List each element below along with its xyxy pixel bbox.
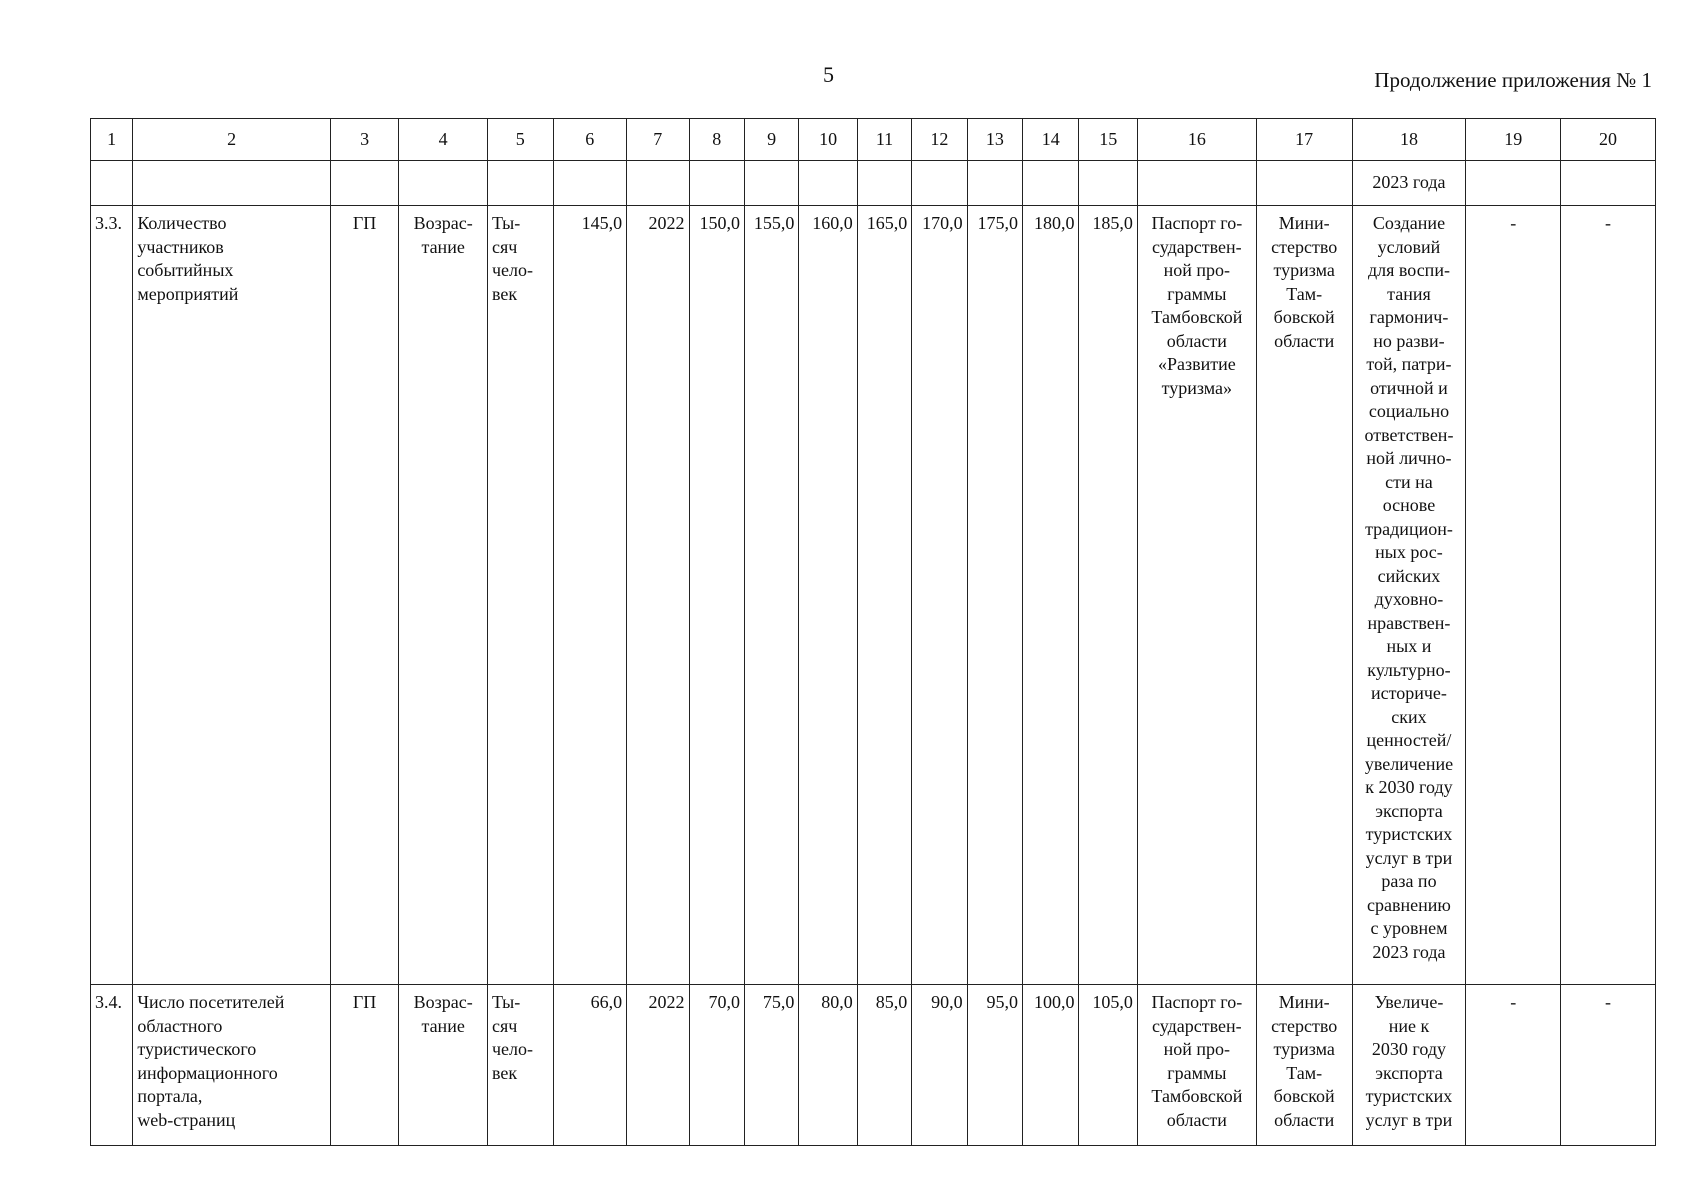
- empty-cell: [799, 161, 857, 206]
- year-value: 95,0: [967, 985, 1022, 1146]
- col-header: 13: [967, 119, 1022, 161]
- year-value: 90,0: [912, 985, 967, 1146]
- col-header: 3: [330, 119, 399, 161]
- empty-cell: [1023, 161, 1079, 206]
- year-value: 100,0: [1023, 985, 1079, 1146]
- col-header: 7: [627, 119, 689, 161]
- col-header: 5: [488, 119, 554, 161]
- col-header: 10: [799, 119, 857, 161]
- year-value: 165,0: [857, 206, 911, 985]
- empty-cell: [689, 161, 744, 206]
- year-value: 170,0: [912, 206, 967, 985]
- result-cell-continuation: 2023 года: [1352, 161, 1466, 206]
- empty-cell: [553, 161, 627, 206]
- col-header: 20: [1561, 119, 1656, 161]
- col-header: 4: [399, 119, 488, 161]
- col-header: 2: [133, 119, 331, 161]
- empty-cell: [627, 161, 689, 206]
- base-year: 2022: [627, 206, 689, 985]
- year-value: 175,0: [967, 206, 1022, 985]
- empty-cell: [133, 161, 331, 206]
- col-header: 17: [1256, 119, 1352, 161]
- row-number: 3.3.: [91, 206, 133, 985]
- row-number: 3.4.: [91, 985, 133, 1146]
- continuation-row: [91, 161, 1656, 206]
- dash-cell: -: [1466, 206, 1561, 985]
- responsible-body: Мини- стерство туризма Там- бовской области: [1256, 206, 1352, 985]
- empty-cell: [1256, 161, 1352, 206]
- col-header: 18: [1352, 119, 1466, 161]
- year-value: 85,0: [857, 985, 911, 1146]
- year-value: 160,0: [799, 206, 857, 985]
- col-header: 11: [857, 119, 911, 161]
- source-document: Паспорт го- сударствен- ной про- граммы Тамбовской области: [1137, 985, 1256, 1146]
- column-number-row: [91, 119, 1656, 161]
- indicator-name: Число посетителей областного туристического информационного портала, web-страниц: [133, 985, 331, 1146]
- year-value: 150,0: [689, 206, 744, 985]
- base-value: 145,0: [553, 206, 627, 985]
- source-document: Паспорт го- сударствен- ной про- граммы Тамбовской области «Развитие туризма»: [1137, 206, 1256, 985]
- trend-direction: Возрас- тание: [399, 985, 488, 1146]
- empty-cell: [1561, 161, 1656, 206]
- empty-cell: [857, 161, 911, 206]
- col-header: 12: [912, 119, 967, 161]
- empty-cell: [1079, 161, 1137, 206]
- empty-cell: [399, 161, 488, 206]
- year-value: 105,0: [1079, 985, 1137, 1146]
- empty-cell: [744, 161, 798, 206]
- year-value: 70,0: [689, 985, 744, 1146]
- appendix-continuation-label: Продолжение приложения № 1: [1374, 68, 1652, 92]
- indicator-level: ГП: [330, 206, 399, 985]
- empty-cell: [1137, 161, 1256, 206]
- unit-of-measure: Ты- сяч чело- век: [488, 985, 554, 1146]
- col-header: 6: [553, 119, 627, 161]
- responsible-body: Мини- стерство туризма Там- бовской области: [1256, 985, 1352, 1146]
- base-value: 66,0: [553, 985, 627, 1146]
- dash-cell: -: [1561, 985, 1656, 1146]
- empty-cell: [967, 161, 1022, 206]
- empty-cell: [488, 161, 554, 206]
- indicators-table: [90, 118, 1656, 1146]
- table-row: [91, 985, 1656, 1146]
- table-row: [91, 206, 1656, 985]
- col-header: 19: [1466, 119, 1561, 161]
- col-header: 1: [91, 119, 133, 161]
- goal-link: Увеличе- ние к 2030 году экспорта туристских услуг в три: [1352, 985, 1466, 1146]
- empty-cell: [912, 161, 967, 206]
- col-header: 15: [1079, 119, 1137, 161]
- dash-cell: -: [1561, 206, 1656, 985]
- goal-link: Создание условий для воспи- тания гармонич- но разви- той, патри- отичной и социально ответствен- ной лично- сти на основе традицион- ных рос- сийских духовно- нравствен- ных и культурно- историче- ских ценностей/ увеличение к 2030 году экспорта туристских услуг в три раза по сравнению с уровнем 2023 года: [1352, 206, 1466, 985]
- empty-cell: [91, 161, 133, 206]
- empty-cell: [1466, 161, 1561, 206]
- year-value: 75,0: [744, 985, 798, 1146]
- unit-of-measure: Ты- сяч чело- век: [488, 206, 554, 985]
- trend-direction: Возрас- тание: [399, 206, 488, 985]
- year-value: 185,0: [1079, 206, 1137, 985]
- col-header: 16: [1137, 119, 1256, 161]
- year-value: 180,0: [1023, 206, 1079, 985]
- col-header: 8: [689, 119, 744, 161]
- base-year: 2022: [627, 985, 689, 1146]
- indicator-name: Количество участников событийных мероприятий: [133, 206, 331, 985]
- empty-cell: [330, 161, 399, 206]
- col-header: 14: [1023, 119, 1079, 161]
- dash-cell: -: [1466, 985, 1561, 1146]
- col-header: 9: [744, 119, 798, 161]
- year-value: 155,0: [744, 206, 798, 985]
- year-value: 80,0: [799, 985, 857, 1146]
- page-number: 5: [823, 62, 834, 87]
- indicator-level: ГП: [330, 985, 399, 1146]
